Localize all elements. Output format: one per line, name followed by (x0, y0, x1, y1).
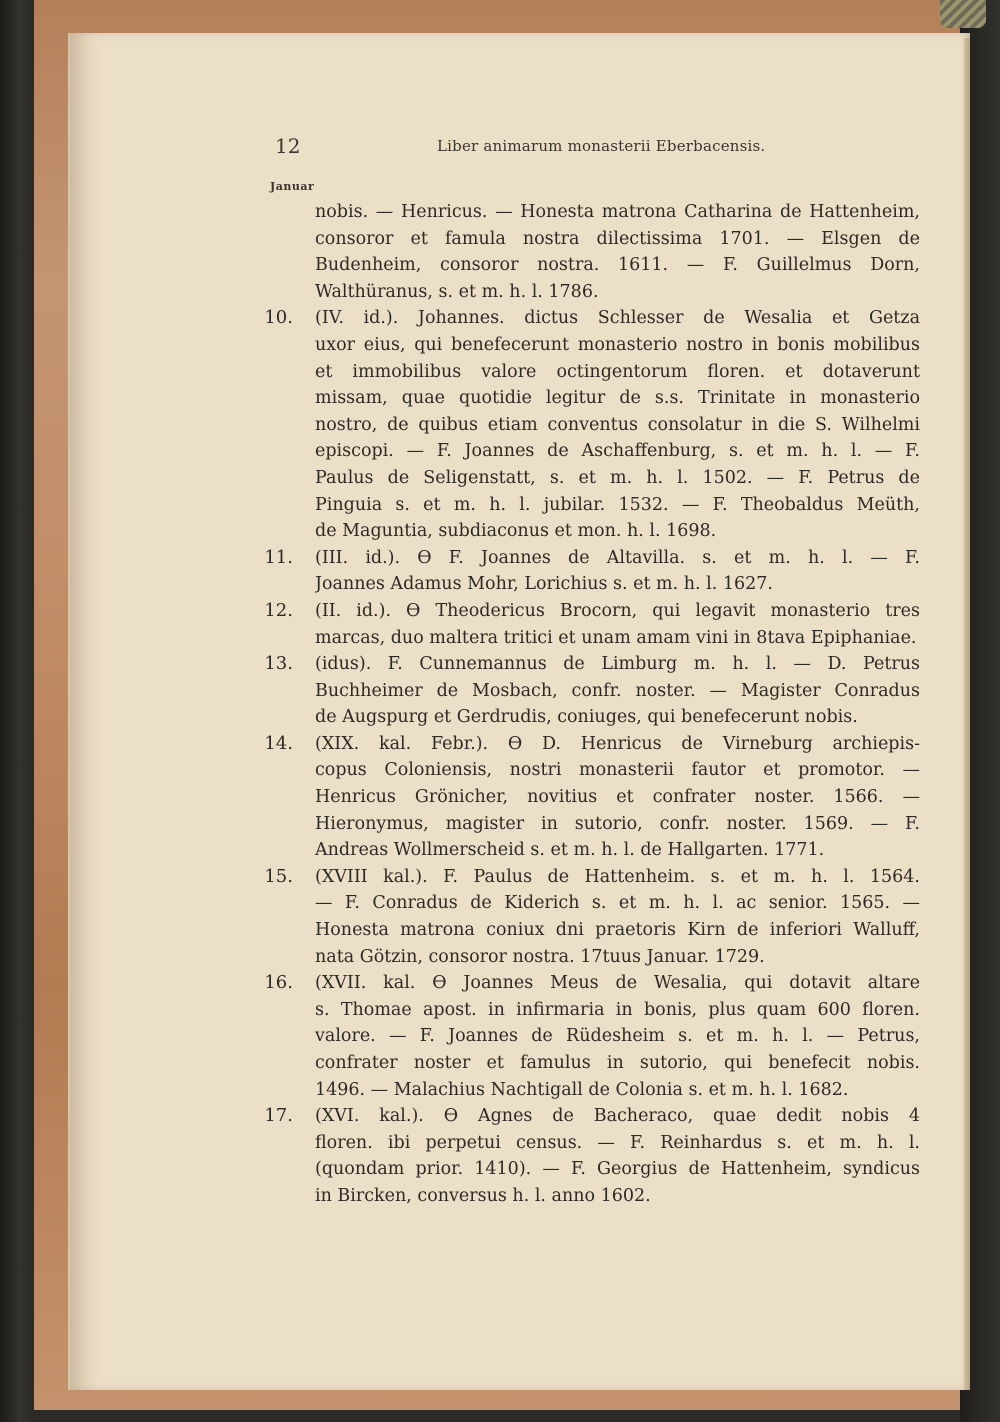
text-line: nobis. — Henricus. — Honesta matrona Catharina de Hattenheim, (315, 202, 920, 222)
bookmark-ribbon (940, 0, 986, 28)
text-line: (XIX. kal. Febr.). ϴ D. Henricus de Virneburg archiepis- (315, 733, 920, 754)
entry (255, 970, 935, 1103)
text-line: Walthüranus, s. et m. h. l. 1786. (315, 281, 599, 302)
entry (255, 1103, 935, 1209)
text-line: Hieronymus, magister in sutorio, confr. noster. 1569. — F. (315, 813, 920, 834)
body-text (255, 199, 935, 1210)
entry (255, 651, 935, 731)
entry-number: 17. (264, 1105, 293, 1127)
text-line: marcas, duo maltera tritici et unam amam vini in 8tava Epiphaniae. (315, 627, 917, 648)
entry (255, 598, 935, 651)
entry (255, 731, 935, 864)
text-line: — F. Conradus de Kiderich s. et m. h. l. ac senior. 1565. — (315, 893, 920, 914)
text-line: valore. — F. Joannes de Rüdesheim s. et m. h. l. — Petrus, (315, 1026, 920, 1047)
running-head (275, 134, 965, 158)
page-edge (964, 38, 970, 1390)
text-line: in Bircken, conversus h. l. anno 1602. (315, 1185, 651, 1206)
entry (255, 199, 935, 305)
text-line: Honesta matrona coniux dni praetoris Kirn de inferiori Walluff, (315, 920, 920, 941)
entry-number: 14. (264, 732, 293, 754)
text-line: s. Thomae apost. in infirmaria in bonis, plus quam 600 floren. (315, 999, 920, 1020)
text-line: confrater noster et famulus in sutorio, qui benefecit nobis. (315, 1053, 920, 1073)
entry (255, 305, 935, 544)
text-line: Budenheim, consoror nostra. 1611. — F. Guillelmus Dorn, (315, 255, 920, 276)
text-line: Andreas Wollmerscheid s. et m. h. l. de Hallgarten. 1771. (315, 840, 825, 861)
text-line: (II. id.). ϴ Theodericus Brocorn, qui legavit monasterio tres (315, 600, 920, 621)
entry-number: 12. (264, 599, 293, 621)
text-line: (XVIII kal.). F. Paulus de Hattenheim. s. et m. h. l. 1564. (315, 866, 920, 887)
text-line: 1496. — Malachius Nachtigall de Colonia s. et m. h. l. 1682. (315, 1079, 849, 1100)
text-line: (XVI. kal.). ϴ Agnes de Bacheraco, quae dedit nobis 4 (315, 1106, 920, 1127)
text-line: (XVII. kal. ϴ Joannes Meus de Wesalia, qui dotavit altare (315, 973, 920, 994)
text-line: floren. ibi perpetui census. — F. Reinhardus s. et m. h. l. (315, 1132, 920, 1153)
text-line: episcopi. — F. Joannes de Aschaffenburg, s. et m. h. l. — F. (315, 441, 920, 462)
text-line: Pinguia s. et m. h. l. jubilar. 1532. — F. Theobaldus Meüth, (315, 494, 920, 515)
text-line: Buchheimer de Mosbach, confr. noster. — Magister Conradus (315, 680, 920, 701)
entry-number: 16. (264, 972, 293, 994)
text-line: copus Coloniensis, nostri monasterii fautor et promotor. — (315, 760, 920, 781)
entry (255, 864, 935, 970)
text-line: (idus). F. Cunnemannus de Limburg m. h. l. — D. Petrus (315, 654, 920, 675)
text-line: nostro, de quibus etiam conventus consolatur in die S. Wilhelmi (315, 414, 920, 435)
margin-note: Januar (270, 180, 315, 193)
entry-number: 11. (264, 546, 293, 568)
entry-number: 13. (264, 653, 293, 675)
page-title: Liber animarum monasterii Eberbacensis. (437, 137, 766, 155)
text-line: Joannes Adamus Mohr, Lorichius s. et m. h. l. 1627. (315, 574, 773, 595)
entry-number: 15. (264, 865, 293, 887)
text-line: Paulus de Seligenstatt, s. et m. h. l. 1502. — F. Petrus de (315, 467, 920, 488)
book-spine (0, 0, 34, 1422)
page-number: 12 (275, 134, 301, 158)
text-line: (III. id.). ϴ F. Joannes de Altavilla. s. et m. h. l. — F. (315, 547, 920, 568)
text-line: uxor eius, qui benefecerunt monasterio nostro in bonis mobilibus (315, 334, 920, 355)
text-line: missam, quae quotidie legitur de s.s. Trinitate in monasterio (315, 388, 920, 409)
text-line: consoror et famula nostra dilectissima 1701. — Elsgen de (315, 228, 920, 249)
text-line: (quondam prior. 1410). — F. Georgius de Hattenheim, syndicus (315, 1159, 920, 1180)
text-line: de Augspurg et Gerdrudis, coniuges, qui benefecerunt nobis. (315, 707, 858, 728)
entry-number: 10. (264, 307, 293, 329)
text-line: (IV. id.). Johannes. dictus Schlesser de Wesalia et Getza (315, 308, 920, 329)
text-line: nata Götzin, consoror nostra. 17tuus Januar. 1729. (315, 946, 765, 967)
text-line: de Maguntia, subdiaconus et mon. h. l. 1698. (315, 521, 717, 542)
text-line: Henricus Grönicher, novitius et confrater noster. 1566. — (315, 787, 920, 808)
text-line: et immobilibus valore octingentorum floren. et dotaverunt (315, 361, 920, 382)
entry (255, 545, 935, 598)
